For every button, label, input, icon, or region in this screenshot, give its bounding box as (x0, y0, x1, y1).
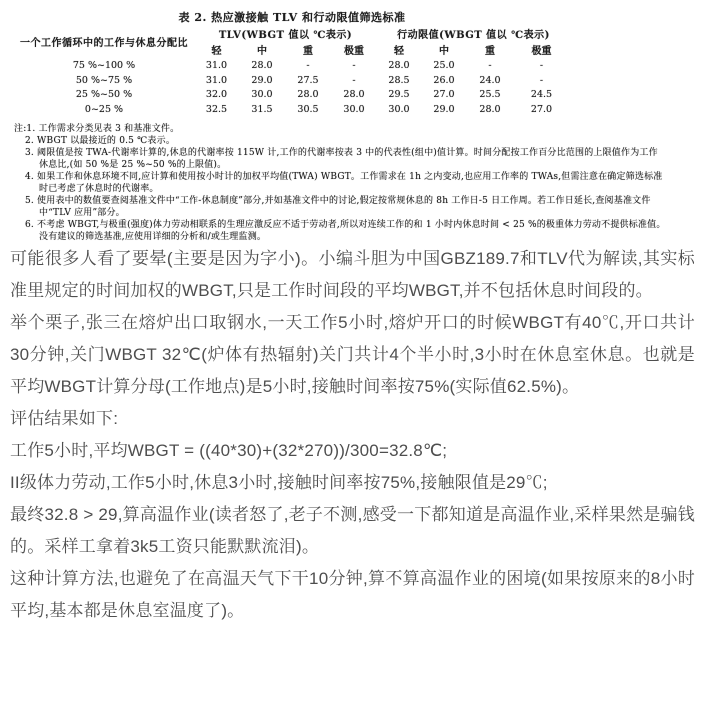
row-label: 25 %~50 % (75, 89, 133, 100)
table-group-header-row (14, 28, 570, 44)
table-cell: 31.5 (251, 103, 273, 115)
sub-header: 中 (439, 46, 449, 57)
sub-header: 轻 (394, 46, 404, 57)
table-cell: 30.5 (297, 103, 319, 115)
table-cell: - (488, 60, 492, 71)
sub-header: 重 (303, 46, 313, 57)
row-label: 0~25 % (84, 103, 124, 115)
paragraph-example: 举个栗子,张三在熔炉出口取钢水,一天工作5小时,熔炉开口的时候WBGT有40℃,开口共计30分钟,关门WBGT 32℃(炉体有热辐射)关门共计4个半小时,3小时在休息室休息。也就是平均WBGT计算分母(工作地点)是5小时,接触时间率按75%(实际值62.5%)。 (10, 313, 695, 396)
table-cell: 31.0 (205, 74, 228, 86)
table-cell: 25.0 (433, 60, 455, 71)
sub-header: 极重 (531, 46, 552, 57)
table-cell: 27.0 (530, 103, 553, 115)
table-row (14, 74, 570, 89)
group-header-action-limit: 行动限值(WBGT 值以 ℃表示) (397, 30, 550, 41)
standard-table-figure[interactable] (14, 0, 690, 243)
paragraph-calc-wbgt: 工作5小时,平均WBGT = ((40*30)+(32*270))/300=32.8℃; (10, 441, 448, 460)
table-note: 4. 如果工作和休息环境不同,应计算和使用按小时计的加权平均值(TWA) WBGT。工作需求在 1h 之内变动,也应用工作率的 TWAs,但需注意在确定筛选标准时已考虑了休息时的代谢率。 (25, 172, 663, 194)
table-note: 3. 阈限值是按 TWA-代谢率计算的,休息的代谢率按 115W 计,工作的代谢率按表 3 中的代表性(组中)值计算。时间分配按工作百分比范围的上限值作为工作休息比,(如 50 %是 25 %~50 %的上限值)。 (25, 148, 658, 170)
corner-header: 一个工作循环中的工作与休息分配比 (20, 37, 188, 49)
row-label: 75 %~100 % (72, 60, 136, 71)
paragraph-eval-heading: 评估结果如下: (10, 409, 119, 428)
table-title: 表 2. 热应激接触 TLV 和行动限值筛选标准 (178, 11, 406, 24)
article-body (0, 243, 705, 627)
table-cell: 31.0 (205, 60, 228, 71)
table-note: 6. 不考虑 WBGT,与极重(强度)体力劳动相联系的生理应激反应不适于劳动者,所以对连续工作的和 1 小时内休息时间 < 25 %的极重体力劳动不提供标准值。没有建议的筛选基准,应使用详细的分析和/或生理监测。 (25, 220, 666, 242)
sub-header: 轻 (211, 46, 222, 57)
table-cell: 30.0 (251, 89, 273, 100)
table-cell: 28.0 (297, 89, 319, 100)
sub-header: 中 (257, 46, 267, 57)
table-cell: - (539, 60, 544, 71)
table-cell: - (352, 60, 356, 71)
table-cell: - (539, 74, 544, 86)
table-note: 5. 使用表中的数值要查阅基准文件中“工作-休息制度”部分,并如基准文件中的讨论,假定按常规休息的 8h 工作日-5 日工作周。若工作日延长,查阅基准文件中“TLV 应用”部分。 (25, 196, 651, 218)
paragraph-method-note: 这种计算方法,也避免了在高温天气下干10分钟,算不算高温作业的困境(如果按原来的8小时平均,基本都是休息室温度了)。 (10, 569, 695, 620)
paragraph-conclusion: 最终32.8 > 29,算高温作业(读者怒了,老子不测,感受一下都知道是高温作业,采样果然是骗钱的。采样工拿着3k5工资只能默默流泪)。 (10, 505, 695, 556)
sub-header: 重 (485, 46, 495, 57)
table-cell: 26.0 (433, 74, 455, 86)
sub-header: 极重 (344, 46, 364, 57)
group-header-tlv: TLV(WBGT 值以 ℃表示) (218, 30, 353, 41)
table-row (14, 88, 570, 103)
table-cell: 27.5 (297, 74, 319, 86)
table-cell: 28.0 (479, 103, 501, 115)
tlv-action-limit-table (14, 28, 570, 117)
table-cell: 24.5 (530, 89, 553, 100)
table-cell: 24.0 (479, 74, 501, 86)
paragraph-calc-limit: II级体力劳动,工作5小时,休息3小时,接触时间率按75%,接触限值是29℃; (10, 473, 548, 492)
row-label: 50 %~75 % (75, 74, 133, 86)
table-notes (14, 123, 666, 243)
table-cell: 28.0 (343, 89, 365, 100)
table-row (14, 59, 570, 74)
table-cell: 30.0 (343, 103, 365, 115)
table-cell: 28.5 (388, 74, 410, 86)
paragraph-intro: 可能很多人看了要晕(主要是因为字小)。小编斗胆为中国GBZ189.7和TLV代为解读,其实标准里规定的时间加权的WBGT,只是工作时间段的平均WBGT,并不包括休息时间段的。 (10, 249, 695, 300)
table-cell: 32.5 (205, 103, 228, 115)
table-cell: - (352, 74, 356, 86)
table-cell: 30.0 (388, 103, 410, 115)
table-cell: 28.0 (388, 60, 410, 71)
table-note: 注:1. 工作需求分类见表 3 和基准文件。 (14, 124, 180, 134)
table-cell: 25.5 (479, 89, 501, 100)
table-cell: 27.0 (433, 89, 455, 100)
table-cell: 29.5 (388, 89, 410, 100)
table-note: 2. WBGT 以最接近的 0.5 ℃表示。 (25, 136, 176, 146)
table-cell: 29.0 (433, 103, 455, 115)
table-row (14, 103, 570, 118)
table-cell: - (306, 60, 310, 71)
table-cell: 32.0 (205, 89, 228, 100)
table-cell: 28.0 (251, 60, 273, 71)
table-cell: 29.0 (251, 74, 273, 86)
